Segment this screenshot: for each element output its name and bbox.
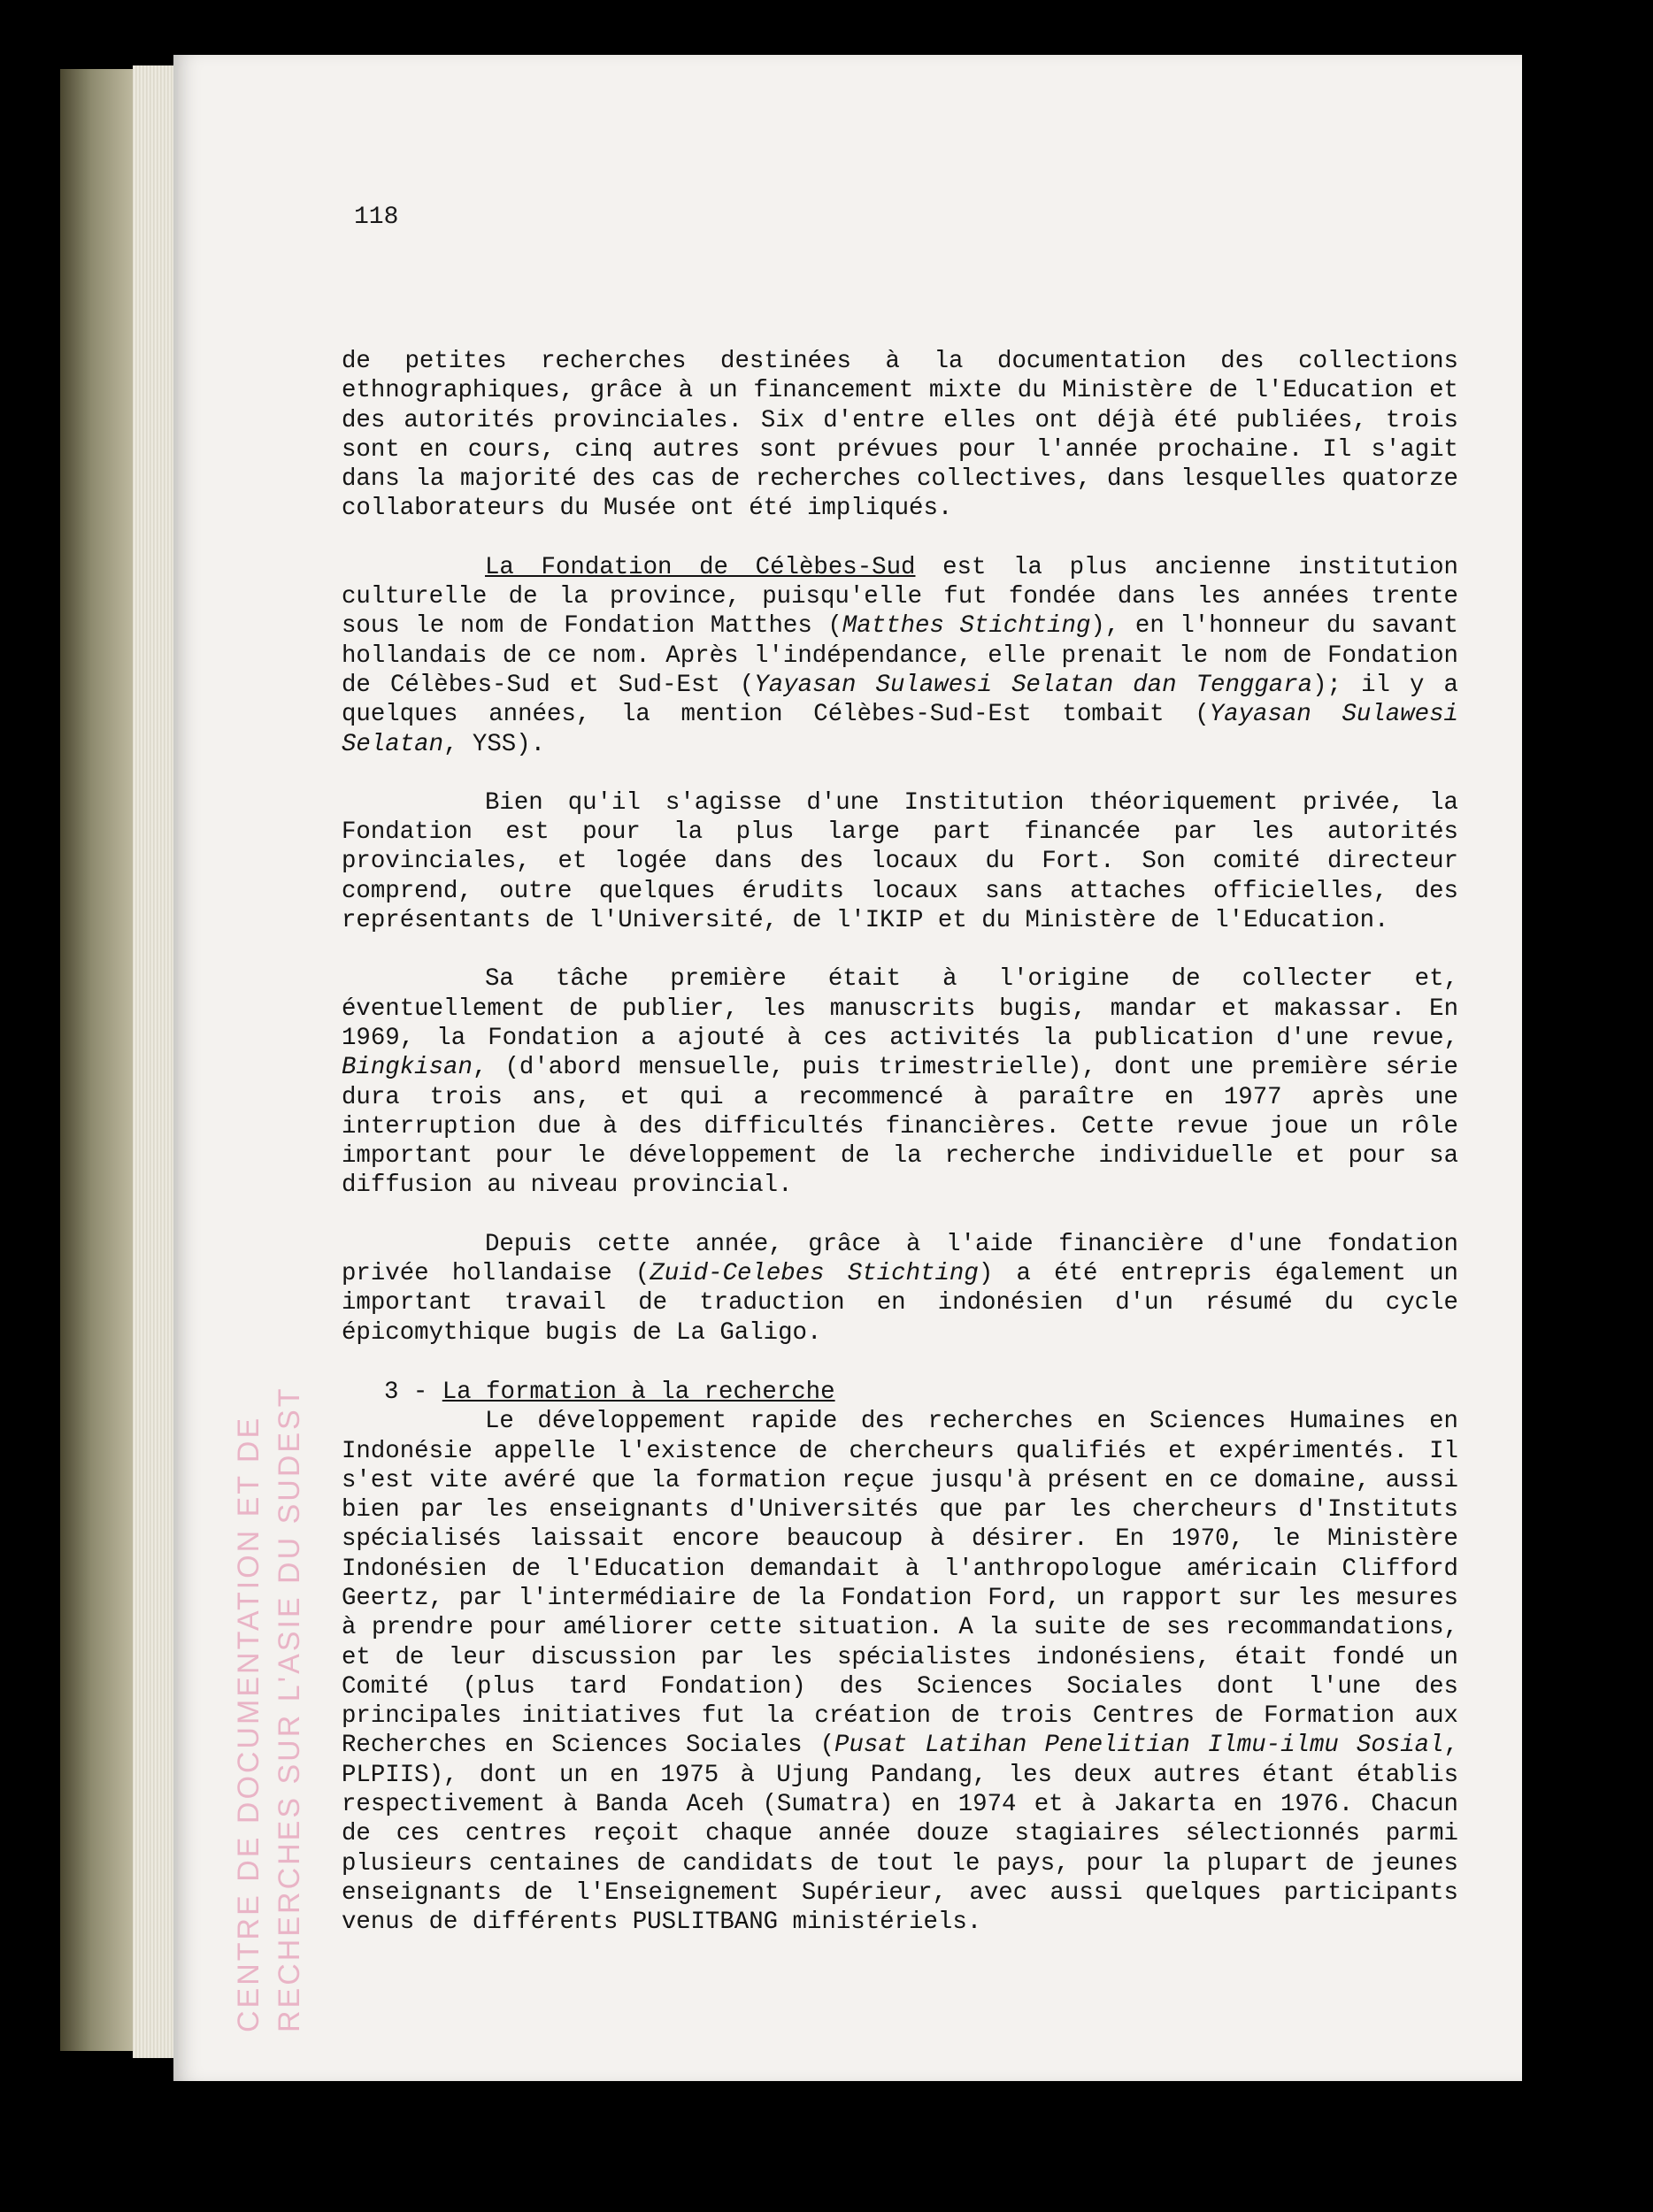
italic-term: Bingkisan xyxy=(342,1054,473,1082)
paragraph-fondation xyxy=(342,553,1458,759)
page-number: 118 xyxy=(354,204,399,231)
book-page xyxy=(173,55,1522,2081)
stamp-line-1: CENTRE DE DOCUMENTATION ET DE xyxy=(232,1415,265,2032)
text-run: ); il y a quelques années, la mention Célèbes-Sud-Est tombait ( xyxy=(342,671,1458,729)
section-title: La formation à la recherche xyxy=(442,1378,835,1406)
text-run: est la plus ancienne institution culturelle de la province, puisqu'elle fut fondée dans les années trente sous le nom de Fondation Matthes ( xyxy=(342,553,1458,641)
text-run: , YSS). xyxy=(443,730,546,758)
paragraph-tache xyxy=(342,964,1458,1200)
text-run: , (d'abord mensuelle, puis trimestrielle), dont une première série dura trois ans, et qui a recommencé à paraître en 1977 après une interruption due à des difficultés financières. Cette revue joue un rôle important pour le développement de la recherche individuelle et pour sa diffusion au niveau provincial. xyxy=(342,1054,1458,1200)
section-heading xyxy=(384,1378,1458,1407)
stamp-line-2: RECHERCHES SUR L'ASIE DU SUDEST xyxy=(273,1386,306,2032)
paragraph-financement: Bien qu'il s'agisse d'une Institution théoriquement privée, la Fondation est pour la plus large part financée par les autorités provinciales, et logée dans des locaux du Fort. Son comité directeur comprend, outre quelques érudits locaux sans attaches officielles, des représentants de l'Université, de l'IKIP et du Ministère de l'Education. xyxy=(342,788,1458,935)
text-run: Depuis cette année, grâce à l'aide financière d'une fondation privée hollandaise ( xyxy=(342,1230,1458,1288)
paragraph-collections: de petites recherches destinées à la documentation des collections ethnographiques, grâce à un financement mixte du Ministère de l'Education et des autorités provinciales. Six d'entre elles ont déjà été publiées, trois sont en cours, cinq autres sont prévues pour l'année prochaine. Il s'agit dans la majorité des cas de recherches collectives, dans lesquelles quatorze collaborateurs du Musée ont été impliqués. xyxy=(342,348,1458,523)
text-run: , PLPIIS), dont un en 1975 à Ujung Pandang, les deux autres étant établis respectivement à Banda Aceh (Sumatra) en 1974 et à Jakarta en 1976. Chacun de ces centres reçoit chaque année douze stagiaires sélectionnés parmi plusieurs centaines de candidats de tout le pays, pour la plupart de jeunes enseignants de l'Enseignement Supérieur, avec aussi quelques participants venus de différents PUSLITBANG ministériels. xyxy=(342,1732,1458,1937)
text-run: Le développement rapide des recherches en Sciences Humaines en Indonésie appelle l'existence de chercheurs qualifiés et expérimentés. Il s'est vite avéré que la formation reçue jusqu'à présent en ce domaine, aussi bien par les enseignants d'Universités que par les chercheurs d'Instituts spécialisés laissait encore beaucoup à désirer. En 1970, le Ministère Indonésien de l'Education demandait à l'anthropologue américain Clifford Geertz, par l'intermédiaire de la Fondation Ford, un rapport sur les mesures à prendre pour améliorer cette situation. A la suite de ses recommandations, et de leur discussion par les spécialistes indonésiens, était fondé un Comité (plus tard Fondation) des Sciences Sociales dont l'une des principales initiatives fut la création de trois Centres de Formation aux Recherches en Sciences Sociales ( xyxy=(342,1408,1458,1760)
text-run: ), en l'honneur du savant hollandais de ce nom. Après l'indépendance, elle prenait le nom de Fondation de Célèbes-Sud et Sud-Est ( xyxy=(342,612,1458,699)
paragraph-formation xyxy=(342,1407,1458,1937)
section-number: 3 - xyxy=(384,1378,442,1406)
italic-term: Yayasan Sulawesi Selatan xyxy=(342,701,1458,758)
paragraph-traduction xyxy=(342,1230,1458,1348)
italic-term: Pusat Latihan Penelitian Ilmu-ilmu Sosial xyxy=(834,1732,1444,1760)
italic-term: Yayasan Sulawesi Selatan dan Tenggara xyxy=(754,671,1313,699)
italic-term: Matthes Stichting xyxy=(842,612,1091,641)
italic-term: Zuid-Celebes Stichting xyxy=(650,1260,979,1288)
body-text xyxy=(342,347,1458,1938)
text-run: ) a été entrepris également un important travail de traduction en indonésien d'un résumé du cycle épicomythique bugis de La Galigo. xyxy=(342,1260,1458,1347)
text-run: Sa tâche première était à l'origine de collecter et, éventuellement de publier, les manuscrits bugis, mandar et makassar. En 1969, la Fondation a ajouté à ces activités la publication d'une revue, xyxy=(342,965,1458,1052)
underlined-title: La Fondation de Célèbes-Sud xyxy=(485,553,916,581)
library-stamp xyxy=(228,1386,310,2033)
